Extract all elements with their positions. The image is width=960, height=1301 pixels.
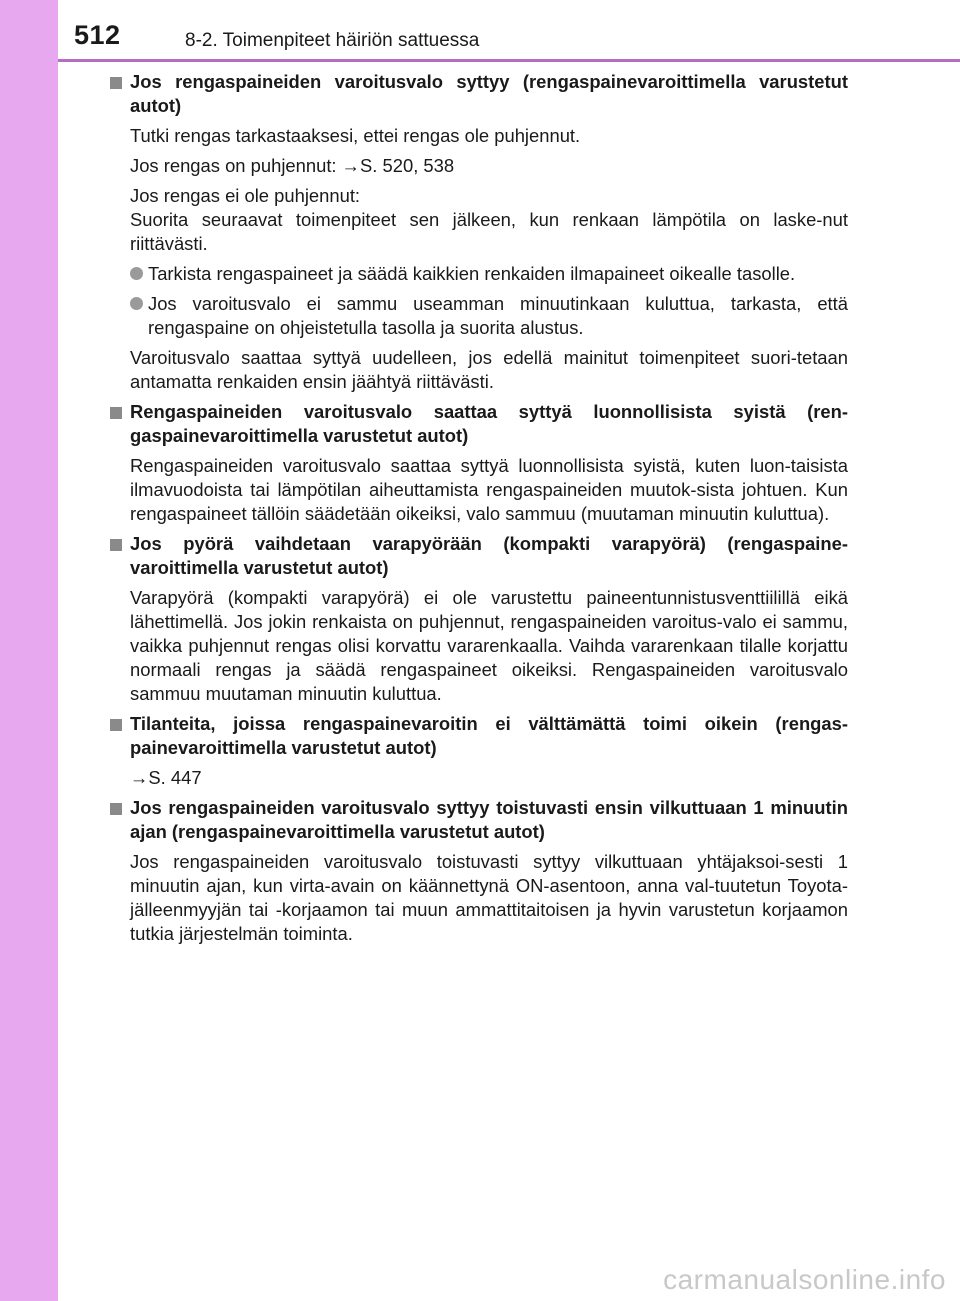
section-heading: Jos rengaspaineiden varoitusvalo syttyy (rengaspainevaroittimella varustetut autot) [108,70,848,118]
section-malfunction-situations [108,712,848,790]
paragraph: Jos rengaspaineiden varoitusvalo toistuvasti syttyy vilkuttuaan yhtäjaksoi-sesti 1 minuutin ajan, kun virta-avain on käännettynä ON-asentoon, anna val-tuutetun Toyota-jälleenmyyjän tai -korjaamon tai muun ammattitaitoisen ja hyvin varustetun korjaamon tutkia järjestelmän toiminta. [130,851,848,944]
square-bullet-icon [110,803,122,815]
page-content [108,70,848,952]
watermark: carmanualsonline.info [663,1264,946,1295]
circle-bullet-icon [130,267,143,280]
cross-reference: →S. 447 [130,767,202,788]
paragraph: Jos rengas ei ole puhjennut: [130,185,361,206]
section-heading: Jos pyörä vaihdetaan varapyörään (kompakti varapyörä) (rengaspaine-varoittimella varustetut autot) [108,532,848,580]
page-number: 512 [74,20,121,50]
paragraph: Tutki rengas tarkastaaksesi, ettei rengas ole puhjennut. [130,125,581,146]
section-natural-causes [108,400,848,526]
section-warning-light-on [108,70,848,394]
square-bullet-icon [110,539,122,551]
square-bullet-icon [110,77,122,89]
paragraph: Rengaspaineiden varoitusvalo saattaa syttyä luonnollisista syistä, kuten luon-taisista ilmavuodoista tai lämpötilan aiheuttamista rengaspaineiden muutok-sista johtuen. Kun rengaspaineet tällöin säädetään oikeiksi, valo sammuu (muutaman minuutin kuluttua). [130,455,848,524]
header-divider [58,59,960,62]
section-spare-tire [108,532,848,706]
section-heading: Jos rengaspaineiden varoitusvalo syttyy toistuvasti ensin vilkuttuaan 1 minuutin ajan (rengaspainevaroittimella varustetut autot) [108,796,848,844]
section-blinking-warning [108,796,848,946]
paragraph: Varapyörä (kompakti varapyörä) ei ole varustettu paineentunnistusventtiilillä eikä lähettimellä. Jos jokin renkaista on puhjennut, rengaspaineiden varoitus-valo ei sammu, vaikka puhjennut rengas olisi korvattu vararenkaalla. Vaihda vararenkaan tilalle korjattu normaali rengas ja säädä rengaspaineet oikeiksi. Rengaspaineiden varoitusvalo sammuu muutaman minuutin kuluttua. [130,587,848,704]
section-heading: Rengaspaineiden varoitusvalo saattaa syttyä luonnollisista syistä (ren-gaspainevaroittimella varustetut autot) [108,400,848,448]
paragraph: Varoitusvalo saattaa syttyä uudelleen, jos edellä mainitut toimenpiteet suori-tetaan antamatta renkaiden ensin jäähtyä riittävästi. [130,347,848,392]
square-bullet-icon [110,719,122,731]
section-title: 8-2. Toimenpiteet häiriön sattuessa [185,30,480,51]
cross-reference: Jos rengas on puhjennut: →S. 520, 538 [130,155,455,176]
square-bullet-icon [110,407,122,419]
list-item: Tarkista rengaspaineet ja säädä kaikkien renkaiden ilmapaineet oikealle tasolle. [108,262,848,286]
circle-bullet-icon [130,297,143,310]
paragraph: Suorita seuraavat toimenpiteet sen jälkeen, kun renkaan lämpötila on laske-nut riittävästi. [130,209,848,254]
section-heading: Tilanteita, joissa rengaspainevaroitin ei välttämättä toimi oikein (rengas-painevaroittimella varustetut autot) [108,712,848,760]
list-item: Jos varoitusvalo ei sammu useamman minuutinkaan kuluttua, tarkasta, että rengaspaine on ohjeistetulla tasolla ja suorita alustus. [108,292,848,340]
chapter-tab-band [0,0,58,1301]
